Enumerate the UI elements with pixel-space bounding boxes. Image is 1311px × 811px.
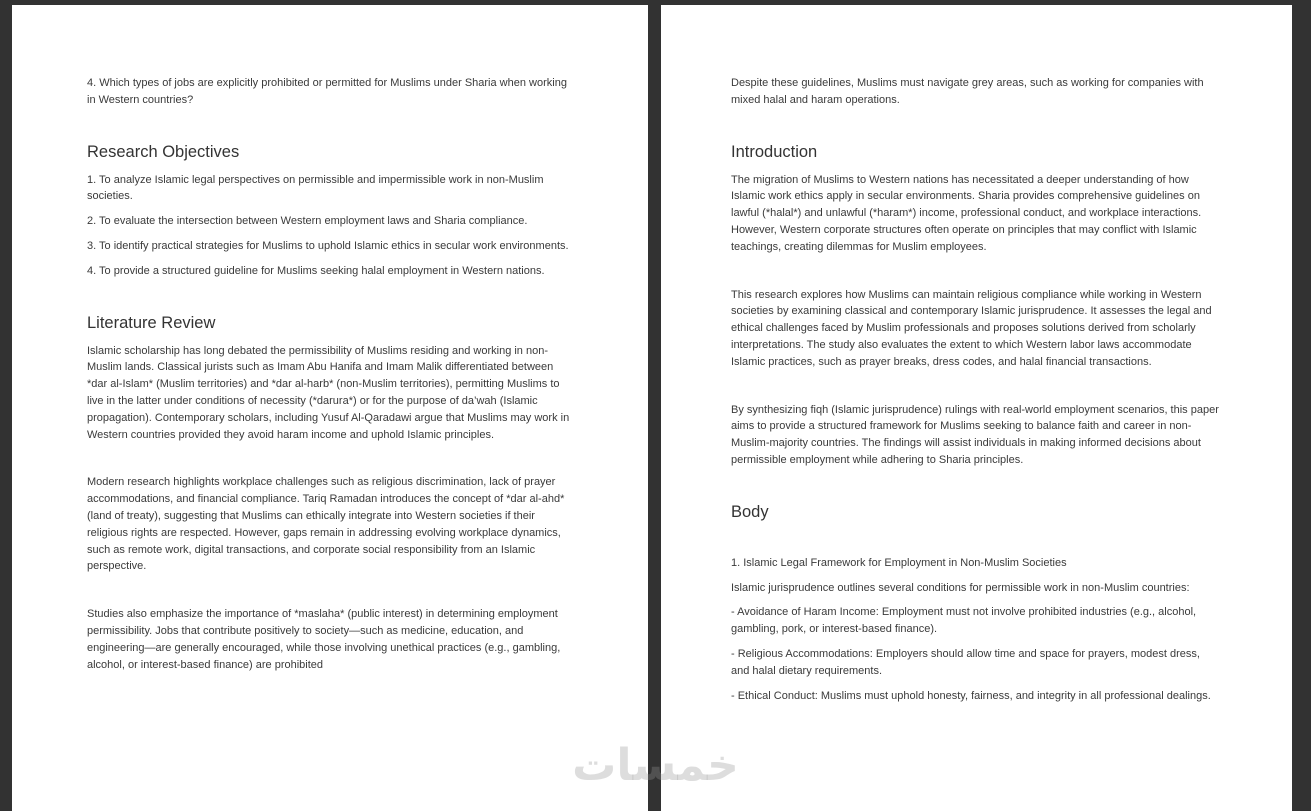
page-2-content xyxy=(661,5,1292,704)
literature-paragraph-1: Islamic scholarship has long debated the permissibility of Muslims residing and working in non-Muslim lands. Classical jurists such as Imam Abu Hanifa and Imam Malik differentiated between *dar al-Islam* (Muslim territories) and *dar al-harb* (non-Muslim territories), permitting Muslims to live in the latter under conditions of necessity (*darura*) or for the purpose of da’wah (Islamic propagation). Contemporary scholars, including Yusuf Al-Qaradawi argue that Muslims may work in Western countries provided they avoid haram income and uphold Islamic principles. xyxy=(87,344,570,441)
literature-paragraph-2: Modern research highlights workplace challenges such as religious discrimination, lack of prayer accommodations, and financial compliance. Tariq Ramadan introduces the concept of *dar al-ahd* (land of treaty), suggesting that Muslims can ethically integrate into Western societies if their religious rights are respected. However, gaps remain in addressing evolving workplace dynamics, such as remote work, digital transactions, and corporate social responsibility from an Islamic perspective. xyxy=(87,476,565,573)
literature-review-heading: Literature Review xyxy=(87,313,216,332)
condition-ethical-conduct: - Ethical Conduct: Muslims must uphold honesty, fairness, and integrity in all professional dealings. xyxy=(731,689,1211,702)
watermark-text: خمسات xyxy=(572,740,739,791)
conditions-intro-paragraph: Islamic jurisprudence outlines several conditions for permissible work in non-Muslim countries: xyxy=(731,581,1190,594)
introduction-heading: Introduction xyxy=(731,142,818,161)
literature-paragraph-3: Studies also emphasize the importance of *maslaha* (public interest) in determining employment permissibility. Jobs that contribute positively to society—such as medicine, education, and engineering—are generally encouraged, while those involving unethical practices (e.g., gambling, alcohol, or interest-based finance) are prohibited xyxy=(87,608,561,671)
grey-areas-paragraph: Despite these guidelines, Muslims must navigate grey areas, such as working for companies with mixed halal and haram operations. xyxy=(731,77,1204,106)
question-4-paragraph: 4. Which types of jobs are explicitly prohibited or permitted for Muslims under Sharia when working in Western countries? xyxy=(87,77,567,106)
objective-2: 2. To evaluate the intersection between Western employment laws and Sharia compliance. xyxy=(87,215,528,228)
condition-haram-income: - Avoidance of Haram Income: Employment must not involve prohibited industries (e.g., alcohol, gambling, pork, or interest-based finance). xyxy=(731,606,1197,636)
objective-1: 1. To analyze Islamic legal perspectives on permissible and impermissible work in non-Muslim societies. xyxy=(87,173,544,203)
research-objectives-heading: Research Objectives xyxy=(87,142,240,161)
introduction-paragraph-1: The migration of Muslims to Western nations has necessitated a deeper understanding of how Islamic work ethics apply in secular environments. Sharia provides comprehensive guidelines on lawful (*halal*) and unlawful (*haram*) income, professional conduct, and workplace interactions. However, Western corporate structures often operate on principles that may conflict with Islamic teachings, creating dilemmas for Muslim employees. xyxy=(731,173,1202,253)
body-heading: Body xyxy=(731,502,769,521)
page-1-content xyxy=(12,5,648,673)
body-subheading: 1. Islamic Legal Framework for Employment in Non-Muslim Societies xyxy=(731,556,1067,569)
introduction-paragraph-2: This research explores how Muslims can maintain religious compliance while working in Western societies by examining classical and contemporary Islamic jurisprudence. It assesses the legal and ethical challenges faced by Muslim professionals and proposes solutions derived from scholarly interpretations. The study also evaluates the extent to which Western labor laws accommodate Islamic practices, such as prayer breaks, dress codes, and halal financial transactions. xyxy=(731,288,1212,368)
objective-3: 3. To identify practical strategies for Muslims to uphold Islamic ethics in secular work environments. xyxy=(87,239,569,252)
introduction-paragraph-3: By synthesizing fiqh (Islamic jurisprudence) rulings with real-world employment scenarios, this paper aims to provide a structured framework for Muslims seeking to balance faith and career in non-Muslim-majority countries. The findings will assist individuals in making informed decisions about permissible employment while adhering to Sharia principles. xyxy=(731,403,1219,466)
condition-religious-accommodations: - Religious Accommodations: Employers should allow time and space for prayers, modest dress, and halal dietary requirements. xyxy=(731,647,1200,677)
objective-4: 4. To provide a structured guideline for Muslims seeking halal employment in Western nations. xyxy=(87,264,545,277)
document-page-1 xyxy=(12,5,648,811)
document-page-2 xyxy=(661,5,1292,811)
